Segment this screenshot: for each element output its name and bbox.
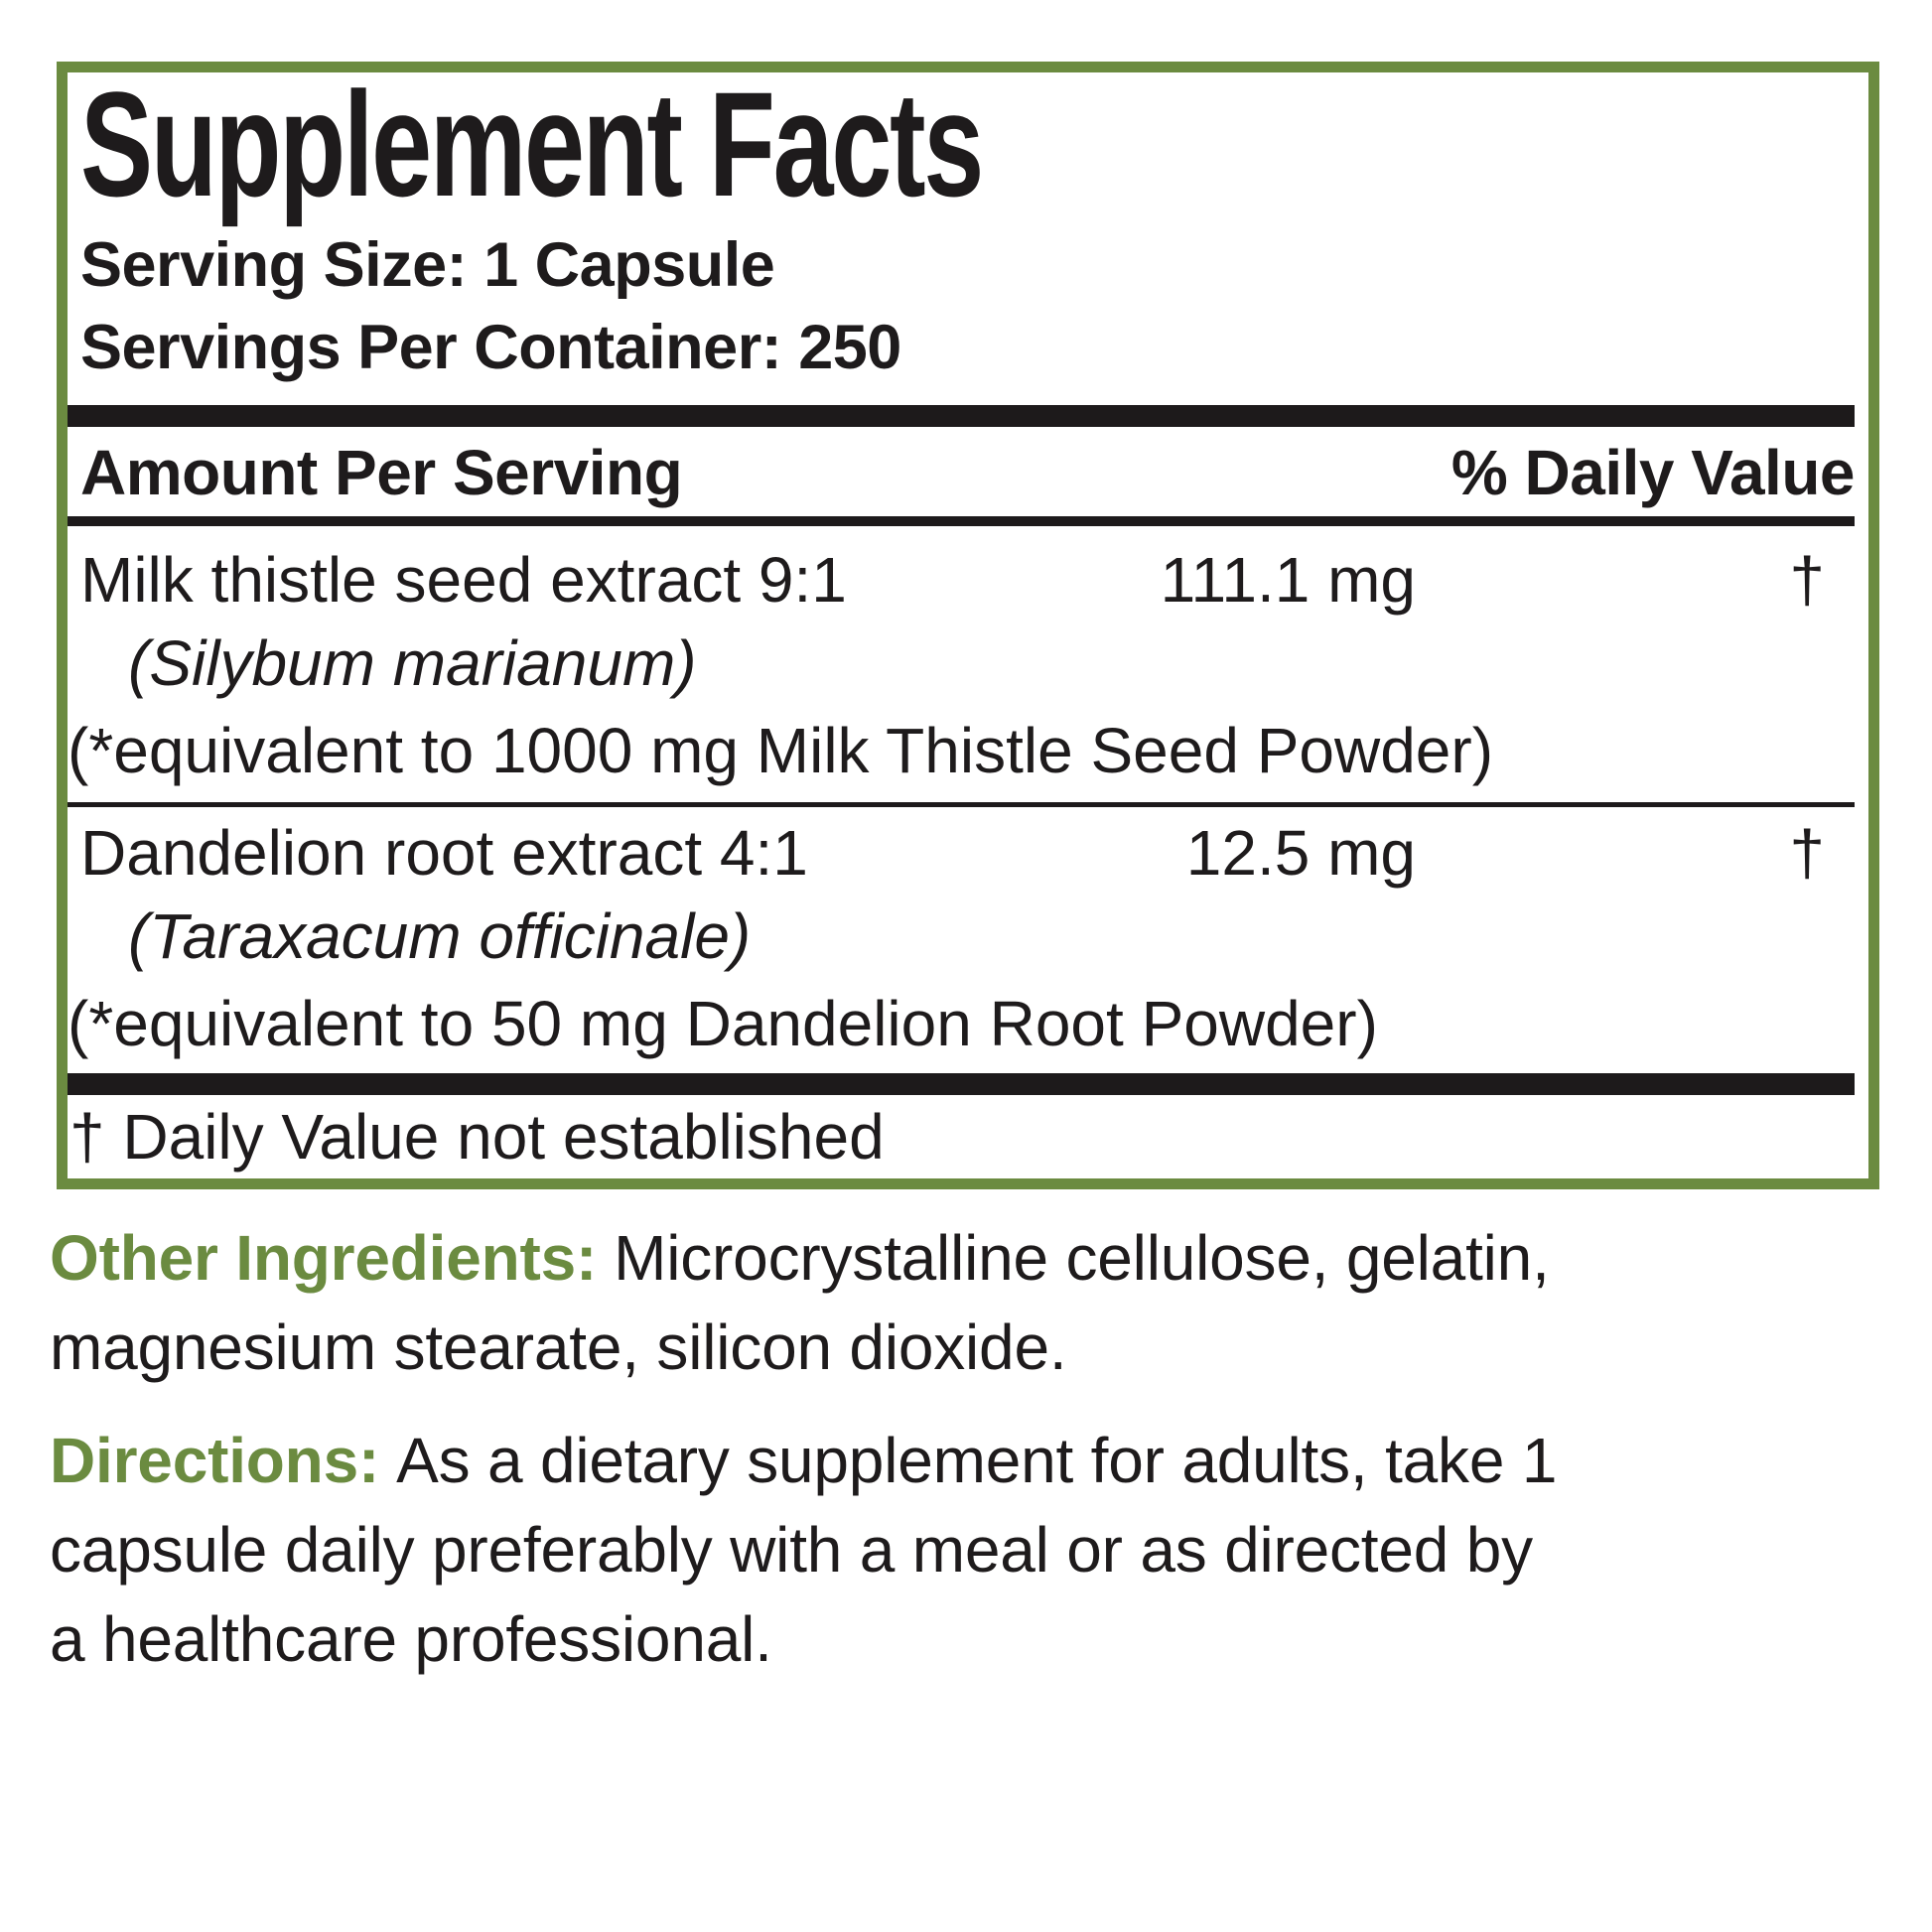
serving-size-line: Serving Size: 1 Capsule: [80, 230, 775, 300]
ingredient-row-main: [80, 817, 1855, 889]
directions-line-1: [50, 1416, 1884, 1505]
ingredient-amount: 12.5 mg: [1185, 817, 1416, 889]
divider-medium: [68, 516, 1855, 526]
ingredient-name: Dandelion root extract 4:1: [80, 817, 808, 889]
ingredient-species: (Silybum marianum): [128, 627, 697, 699]
other-ingredients-paragraph: [50, 1213, 1884, 1392]
divider-thin: [68, 802, 1855, 807]
panel-title-text: Supplement Facts: [80, 61, 983, 227]
other-ingredients-line-1: [50, 1213, 1884, 1303]
servings-per-container-line: Servings Per Container: 250: [80, 313, 901, 382]
column-header-row: [80, 437, 1855, 508]
other-ingredients-line-2: magnesium stearate, silicon dioxide.: [50, 1311, 1067, 1383]
daily-value-dagger: †: [1789, 817, 1825, 889]
daily-value-dagger: †: [1789, 544, 1825, 616]
ingredient-amount: 111.1 mg: [1160, 544, 1416, 616]
ingredient-equivalent: (*equivalent to 1000 mg Milk Thistle Seed Powder): [68, 715, 1493, 786]
ingredient-equivalent: (*equivalent to 50 mg Dandelion Root Powder): [68, 988, 1378, 1059]
label-paragraphs: [50, 1213, 1884, 1684]
ingredient-row-dandelion: [68, 817, 1855, 1059]
directions-text: As a dietary supplement for adults, take 1: [396, 1425, 1558, 1496]
directions-line-3: a healthcare professional.: [50, 1603, 772, 1675]
directions-label: Directions:: [50, 1425, 380, 1496]
daily-value-footnote: † Daily Value not established: [69, 1101, 885, 1173]
ingredient-name: Milk thistle seed extract 9:1: [80, 544, 847, 616]
other-ingredients-text: Microcrystalline cellulose, gelatin,: [614, 1222, 1550, 1294]
supplement-facts-panel: [57, 62, 1879, 1189]
divider-thick-bottom: [68, 1073, 1855, 1095]
panel-title: [80, 61, 1855, 227]
ingredient-row-main: [80, 544, 1855, 616]
other-ingredients-label: Other Ingredients:: [50, 1222, 598, 1294]
ingredient-species: (Taraxacum officinale): [128, 900, 752, 972]
daily-value-header: % Daily Value: [1450, 437, 1855, 508]
directions-paragraph: [50, 1416, 1884, 1684]
divider-thick-top: [68, 405, 1855, 427]
amount-per-serving-header: Amount Per Serving: [80, 437, 683, 508]
ingredient-row-milk-thistle: [68, 544, 1855, 786]
directions-line-2: capsule daily preferably with a meal or as directed by: [50, 1514, 1533, 1586]
